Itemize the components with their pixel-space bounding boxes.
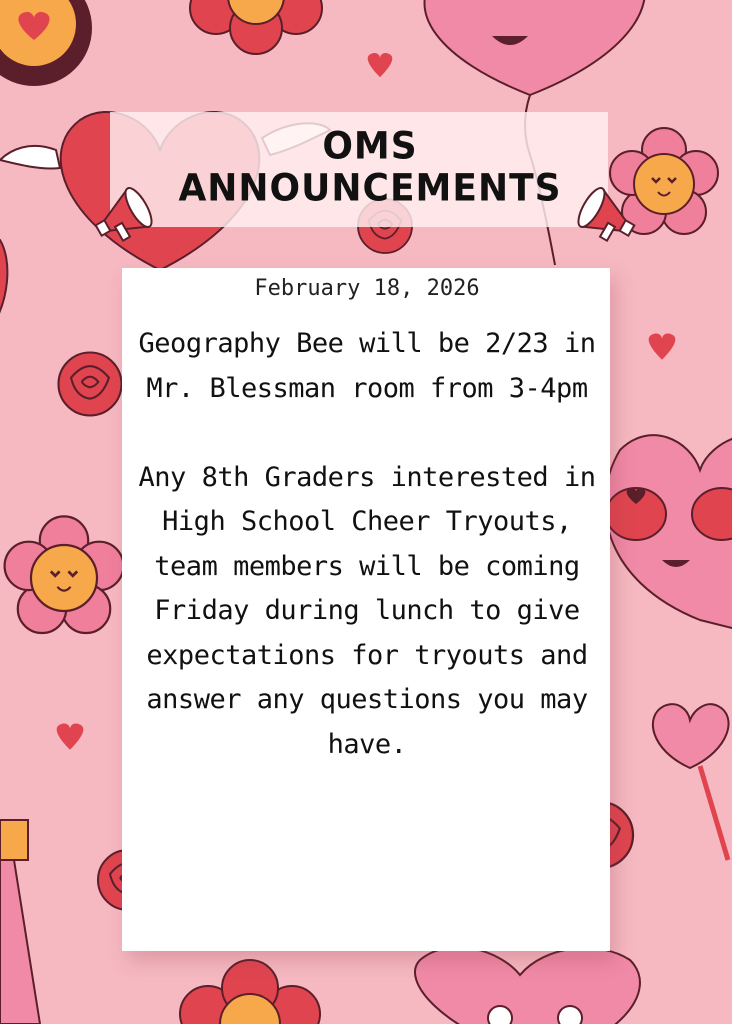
page-title xyxy=(110,126,630,210)
announcement-date: February 18, 2026 xyxy=(254,276,480,301)
announcement-item: Any 8th Graders interested in High School Cheer Tryouts, team members will be coming Friday during lunch to give expectations for tryouts and answer any questions you may have. xyxy=(138,461,596,760)
announcement-body xyxy=(132,322,602,767)
announcement-item: Geography Bee will be 2/23 in Mr. Blessman room from 3-4pm xyxy=(138,328,596,404)
title-line-1: OMS xyxy=(322,124,418,168)
title-line-2: ANNOUNCEMENTS xyxy=(178,166,562,210)
megaphone-left-icon xyxy=(88,172,170,254)
megaphone-right-icon xyxy=(560,172,642,254)
